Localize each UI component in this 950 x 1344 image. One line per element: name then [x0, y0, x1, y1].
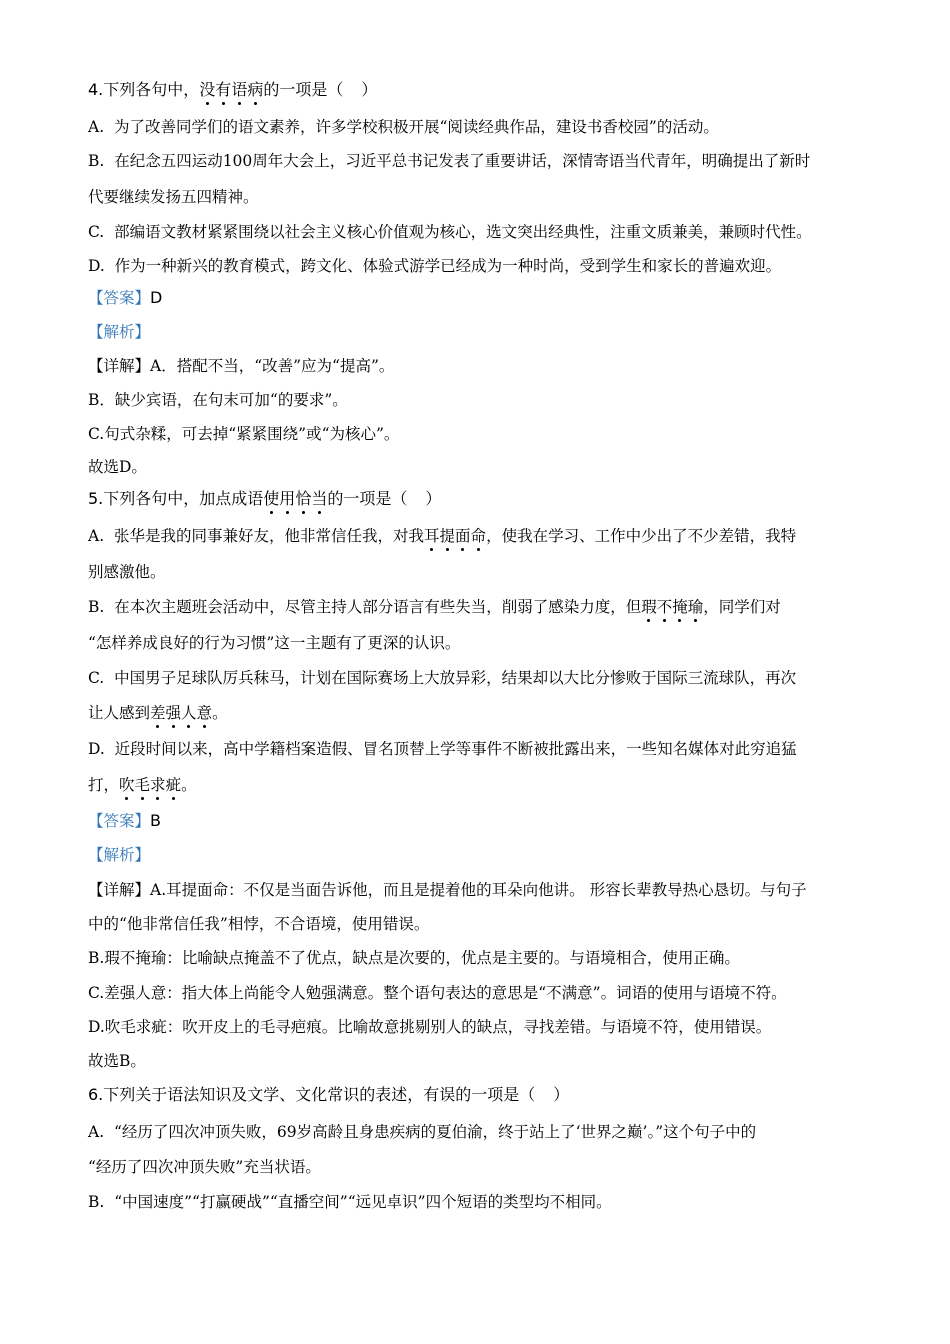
q5-detail-a: 【详解】A.耳提面命：不仅是当面告诉他，而且是提着他的耳朵向他讲。 形容长辈教导热心恳切。与句子: [88, 881, 807, 899]
q5-option-c-cont: 让人感到差强人意。: [88, 704, 228, 722]
q5-answer: 【答案】B: [88, 811, 161, 830]
q5-analysis-heading: 【解析】: [88, 846, 151, 864]
q6-number: 6.: [88, 1085, 104, 1104]
q5-option-a: A. 张华是我的同事兼好友，他非常信任我，对我耳提面命，使我在学习、工作中少出了不少差错，我特: [88, 527, 797, 545]
q4-detail-a: 【详解】A．搭配不当，“改善”应为“提高”。: [88, 357, 395, 375]
q5-detail-b: B.瑕不掩瑜：比喻缺点掩盖不了优点，缺点是次要的，优点是主要的。与语境相合，使用正确。: [88, 949, 740, 967]
q5-option-a-cont: 别感激他。: [88, 563, 166, 581]
q4-option-b: B. 在纪念五四运动100周年大会上，习近平总书记发表了重要讲话，深情寄语当代青年，明确提出了新时: [88, 152, 811, 170]
q5-option-c: C. 中国男子足球队厉兵秣马，计划在国际赛场上大放异彩，结果却以大比分惨败于国际三流球队，再次: [88, 669, 797, 687]
q5-detail-c: C.差强人意：指大体上尚能令人勉强满意。整个语句表达的意思是“不满意”。词语的使用与语境不符。: [88, 984, 787, 1002]
q6-option-a-cont: “经历了四次冲顶失败”充当状语。: [88, 1158, 321, 1176]
q5-conclusion: 故选B。: [88, 1052, 146, 1070]
q4-option-b-cont: 代要继续发扬五四精神。: [88, 188, 259, 206]
q5-stem: 5.下列各句中，加点成语使用恰当的一项是（ ）: [88, 489, 442, 508]
q4-option-d: D. 作为一种新兴的教育模式，跨文化、体验式游学已经成为一种时尚，受到学生和家长的普遍欢迎。: [88, 257, 782, 275]
q4-detail-b: B．缺少宾语，在句末可加“的要求”。: [88, 391, 348, 409]
q6-option-a: A. “经历了四次冲顶失败，69岁高龄且身患疾病的夏伯渝，终于站上了‘世界之巅’。”这个句子中的: [88, 1123, 757, 1141]
q4-answer: 【答案】D: [88, 288, 163, 307]
q5-option-d: D. 近段时间以来，高中学籍档案造假、冒名顶替上学等事件不断被批露出来，一些知名媒体对此穷追猛: [88, 740, 797, 758]
q6-stem: 6.下列关于语法知识及文学、文化常识的表述，有误的一项是（ ）: [88, 1085, 570, 1104]
q5-option-d-cont: 打，吹毛求疵。: [88, 776, 197, 794]
q4-conclusion: 故选D。: [88, 458, 147, 476]
q4-analysis-heading: 【解析】: [88, 323, 151, 341]
q4-number: 4.: [88, 80, 104, 99]
q4-option-c: C. 部编语文教材紧紧围绕以社会主义核心价值观为核心，选文突出经典性，注重文质兼美，兼顾时代性。: [88, 223, 812, 241]
q6-option-b: B. “中国速度”“打赢硬战”“直播空间”“远见卓识”四个短语的类型均不相同。: [88, 1193, 612, 1211]
q4-option-a: A. 为了改善同学们的语文素养，许多学校积极开展“阅读经典作品，建设书香校园”的活动。: [88, 118, 719, 136]
q4-detail-c: C.句式杂糅，可去掉“紧紧围绕”或“为核心”。: [88, 425, 400, 443]
q5-option-b: B. 在本次主题班会活动中，尽管主持人部分语言有些失当，削弱了感染力度，但瑕不掩瑜，同学们对: [88, 598, 781, 616]
q5-detail-d: D.吹毛求疵：吹开皮上的毛寻疤痕。比喻故意挑剔别人的缺点，寻找差错。与语境不符，使用错误。: [88, 1018, 772, 1036]
q5-number: 5.: [88, 489, 104, 508]
q5-detail-a-cont: 中的“他非常信任我”相悖，不合语境，使用错误。: [88, 915, 430, 933]
q4-stem: 4.下列各句中，没有语病的一项是（ ）: [88, 80, 378, 99]
q5-option-b-cont: “怎样养成良好的行为习惯”这一主题有了更深的认识。: [88, 634, 461, 652]
